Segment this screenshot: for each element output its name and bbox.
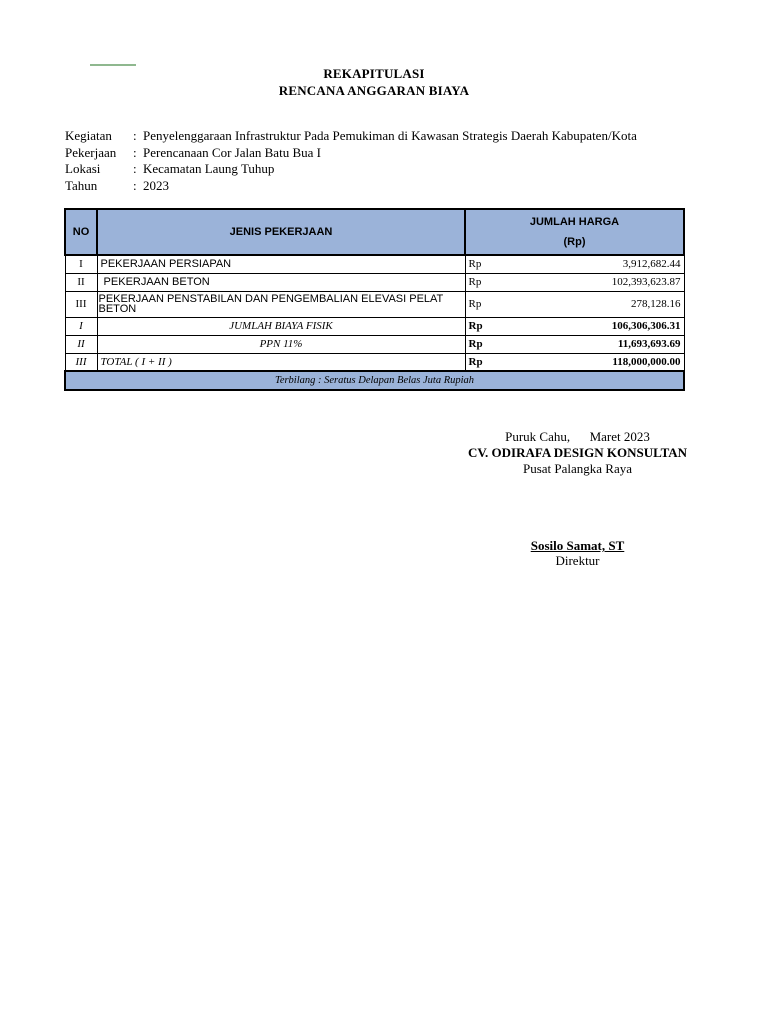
info-colon: : [133,161,137,176]
info-label: Kegiatan [65,128,112,143]
row-label: JUMLAH BIAYA FISIK [97,317,465,335]
row-currency: Rp [465,291,502,317]
place-date-text: Puruk Cahu, Maret 2023 [505,429,650,444]
row-amount: 102,393,623.87 [502,273,685,291]
document-subtitle: RENCANA ANGGARAN BIAYA [278,83,470,98]
row-amount: 118,000,000.00 [502,353,685,371]
row-no: I [65,317,97,335]
row-currency: Rp [465,353,502,371]
summary-row-fisik [65,317,684,335]
signer-position: Direktur [555,553,600,568]
info-colon: : [133,177,137,193]
header-jenis: JENIS PEKERJAAN [97,209,465,255]
row-no: III [65,353,97,371]
info-value: Perencanaan Cor Jalan Batu Bua I [143,144,321,160]
info-label: Lokasi [65,161,101,176]
row-label: PPN 11% [97,335,465,353]
signer-name-wrap [460,538,695,554]
row-amount: 106,306,306.31 [502,317,685,335]
row-currency: Rp [465,273,502,291]
info-value: Kecamatan Laung Tuhup [143,161,275,176]
signer-name: Sosilo Samat, ST [530,538,625,553]
info-row-kegiatan [65,128,637,145]
terbilang-row [65,371,684,390]
row-currency: Rp [465,317,502,335]
table-row [65,273,684,291]
header-no: NO [65,209,97,255]
company-name: CV. ODIRAFA DESIGN KONSULTAN [467,445,688,460]
row-currency: Rp [465,255,502,273]
terbilang-text: Terbilang : Seratus Delapan Belas Juta Rupiah [65,371,684,390]
recap-table [64,208,685,391]
row-no: II [65,273,97,291]
table-header-row [65,209,684,255]
info-colon: : [133,128,137,143]
row-currency: Rp [465,335,502,353]
project-info [65,128,637,194]
row-amount: 278,128.16 [502,291,685,317]
row-label: TOTAL ( I + II ) [97,353,465,371]
header-harga [465,209,684,255]
header-harga-unit: (Rp) [563,236,586,248]
place-date [460,429,695,445]
row-no: II [65,335,97,353]
company-office: Pusat Palangka Raya [522,461,633,476]
header-harga-label: JUMLAH HARGA [529,216,620,228]
info-value: 2023 [143,177,169,193]
summary-row-total [65,353,684,371]
summary-row-ppn [65,335,684,353]
row-no: I [65,255,97,273]
row-no: III [65,291,97,317]
document-title: REKAPITULASI [323,66,425,81]
table-row [65,291,684,317]
row-amount: 11,693,693.69 [502,335,685,353]
row-jenis: PEKERJAAN PERSIAPAN [97,255,465,273]
info-value: Penyelenggaraan Infrastruktur Pada Pemukiman di Kawasan Strategis Daerah Kabupaten/Kota [143,128,637,143]
info-row-tahun [65,178,637,195]
table-row [65,255,684,273]
row-jenis: PEKERJAAN BETON [97,273,465,291]
info-label: Tahun [65,177,98,193]
row-jenis: PEKERJAAN PENSTABILAN DAN PENGEMBALIAN ELEVASI PELAT BETON [97,291,465,317]
info-row-lokasi [65,161,637,178]
info-label: Pekerjaan [65,144,117,160]
info-colon: : [133,144,137,160]
row-amount: 3,912,682.44 [502,255,685,273]
info-row-pekerjaan [65,145,637,162]
